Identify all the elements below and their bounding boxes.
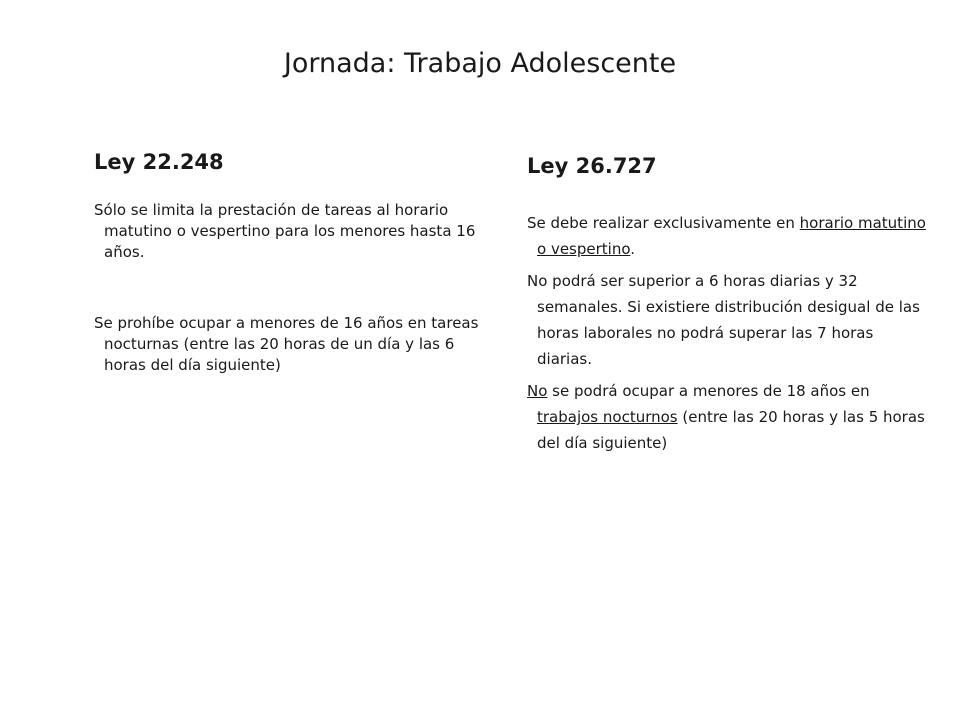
law-heading-22248: Ley 22.248 [94,150,224,174]
left-column-ley-22248 [94,146,484,376]
text-segment: (entre las 20 horas y las 5 horas del día siguiente) [537,408,925,452]
text-segment: . [630,240,636,258]
underlined-trabajos-nocturnos: trabajos nocturnos [537,408,678,426]
paragraph-tareas-nocturnas: Se prohíbe ocupar a menores de 16 años en tareas nocturnas (entre las 20 horas de un día y las 6 horas del día siguiente) [94,314,479,374]
paragraph-horario-matutino: Sólo se limita la prestación de tareas al horario matutino o vespertino para los menores hasta 16 años. [94,201,476,261]
paragraph-limite-horas: No podrá ser superior a 6 horas diarias y 32 semanales. Si existiere distribución desigual de las horas laborales no podrá superar las 7 horas diarias. [527,272,920,368]
law-heading-26727: Ley 26.727 [527,154,657,178]
right-column-ley-26727 [527,150,927,456]
underlined-horario: horario matutino o vespertino [537,214,926,258]
text-segment: se podrá ocupar a menores de 18 años en [547,382,870,400]
underlined-no: No [527,382,548,400]
paragraph-horario-exclusivo [527,210,927,262]
paragraph-trabajos-nocturnos [527,378,927,456]
slide-title: Jornada: Trabajo Adolescente [283,48,677,79]
text-segment: Se debe realizar exclusivamente en [527,214,800,232]
